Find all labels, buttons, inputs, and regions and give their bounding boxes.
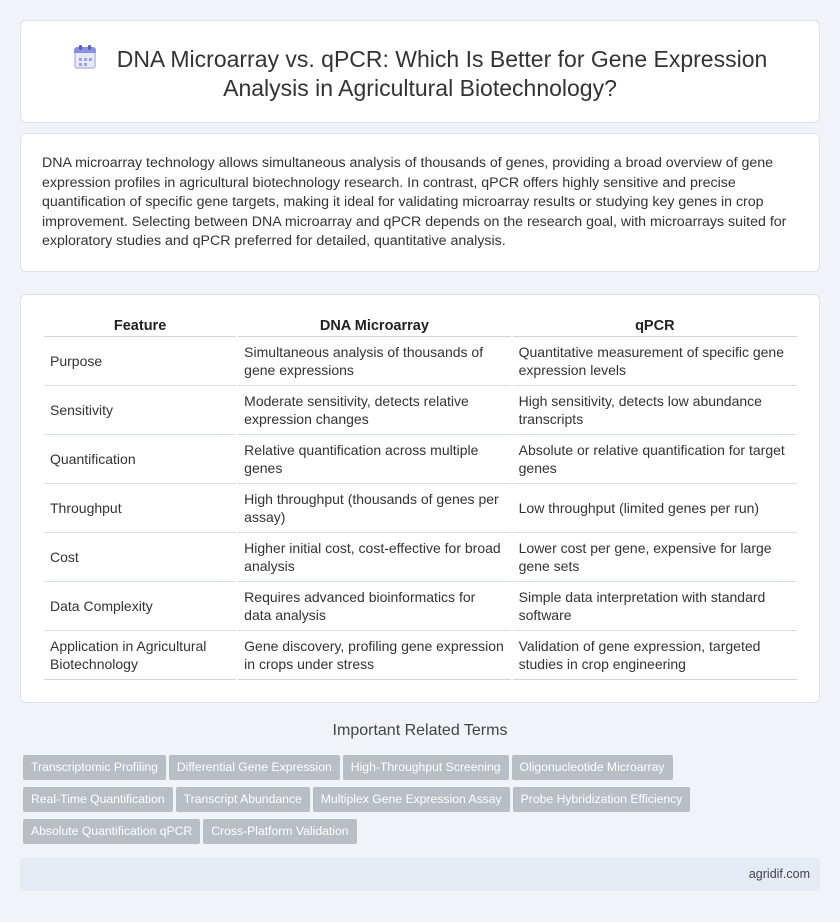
row-qpcr: Simple data interpretation with standard software [513,582,797,631]
row-qpcr: Absolute or relative quantification for target genes [513,435,797,484]
table-row [44,435,797,484]
row-microarray: Moderate sensitivity, detects relative expression changes [238,386,510,435]
comparison-table [42,315,799,680]
row-qpcr: Low throughput (limited genes per run) [513,484,797,533]
table-row [44,631,797,680]
page-title-line2: Analysis in Agricultural Biotechnology? [223,75,617,101]
tag-cross-platform-validation[interactable]: Cross-Platform Validation [203,819,356,844]
row-microarray: Simultaneous analysis of thousands of gene expressions [238,337,510,386]
row-qpcr: Quantitative measurement of specific gene expression levels [513,337,797,386]
footer-site-link[interactable]: agridif.com [748,867,810,881]
tag-probe-hybridization-efficiency[interactable]: Probe Hybridization Efficiency [513,787,691,812]
tag-absolute-quantification-qpcr[interactable]: Absolute Quantification qPCR [23,819,200,844]
tag-real-time-quantification[interactable]: Real-Time Quantification [23,787,173,812]
table-row [44,582,797,631]
calendar-document-icon [73,46,97,70]
table-row [44,337,797,386]
header-qpcr: qPCR [513,315,797,337]
row-microarray: Relative quantification across multiple genes [238,435,510,484]
table-row [44,533,797,582]
comparison-table-card [20,294,820,703]
row-qpcr: Validation of gene expression, targeted studies in crop engineering [513,631,797,680]
tag-transcriptomic-profiling[interactable]: Transcriptomic Profiling [23,755,166,780]
table-header-row [44,315,797,337]
row-qpcr: Lower cost per gene, expensive for large gene sets [513,533,797,582]
row-feature: Purpose [44,337,236,386]
tag-oligonucleotide-microarray[interactable]: Oligonucleotide Microarray [512,755,673,780]
intro-card [20,133,820,272]
row-feature: Quantification [44,435,236,484]
tag-differential-gene-expression[interactable]: Differential Gene Expression [169,755,340,780]
tag-multiplex-gene-expression-assay[interactable]: Multiplex Gene Expression Assay [313,787,510,812]
tag-transcript-abundance[interactable]: Transcript Abundance [176,787,310,812]
row-feature: Application in Agricultural Biotechnology [44,631,236,680]
row-microarray: Requires advanced bioinformatics for data analysis [238,582,510,631]
related-terms-heading: Important Related Terms [332,722,508,739]
row-feature: Sensitivity [44,386,236,435]
table-row [44,484,797,533]
header-dna-microarray: DNA Microarray [238,315,510,337]
row-feature: Data Complexity [44,582,236,631]
tag-high-throughput-screening[interactable]: High-Throughput Screening [343,755,509,780]
intro-paragraph: DNA microarray technology allows simultaneous analysis of thousands of genes, providing a broad overview of gene expression profiles in agricultural biotechnology research. In contrast, qPCR offers highly sensitive and precise quantification of specific gene targets, making it ideal for validating microarray results or studying key genes in crop improvement. Selecting between DNA microarray and qPCR depends on the research goal, with microarrays suited for exploratory studies and qPCR preferred for detailed, quantitative analysis. [42,155,787,250]
row-microarray: Gene discovery, profiling gene expression in crops under stress [238,631,510,680]
table-row [44,386,797,435]
row-qpcr: High sensitivity, detects low abundance transcripts [513,386,797,435]
row-microarray: Higher initial cost, cost-effective for broad analysis [238,533,510,582]
title-card [20,20,820,123]
row-feature: Throughput [44,484,236,533]
page-title [21,45,819,103]
footer [20,858,820,891]
row-microarray: High throughput (thousands of genes per assay) [238,484,510,533]
page-title-line1: DNA Microarray vs. qPCR: Which Is Better for Gene Expression [116,46,768,72]
row-feature: Cost [44,533,236,582]
related-terms-tags [23,755,703,851]
header-feature: Feature [44,315,236,337]
